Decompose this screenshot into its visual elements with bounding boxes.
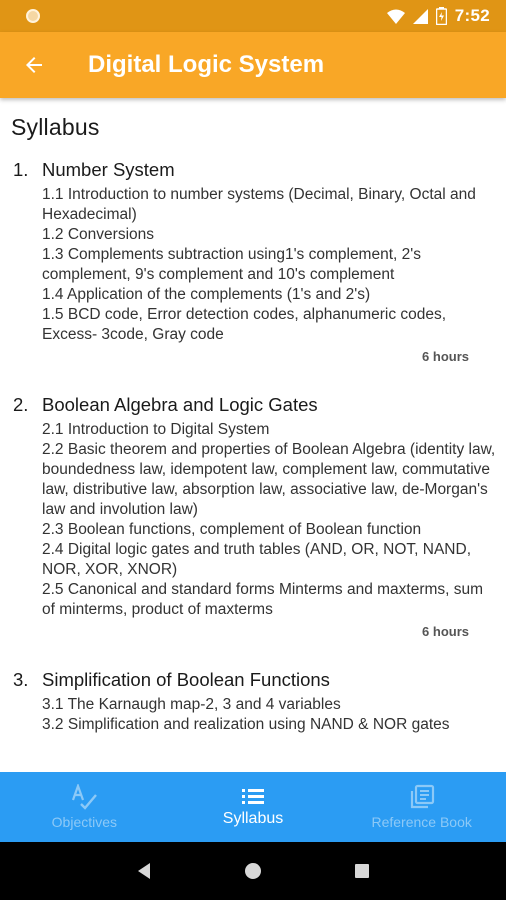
unit-number: 1.: [13, 159, 29, 180]
unit-1: [11, 157, 496, 364]
library-books-icon: [409, 784, 435, 810]
topic-item: 3.1 The Karnaugh map-2, 3 and 4 variables: [42, 696, 341, 713]
unit-number: 2.: [13, 394, 29, 415]
topic-item: 1.4 Application of the complements (1's and 2's): [42, 286, 371, 303]
topic-item: 3.2 Simplification and realization using NAND & NOR gates: [42, 716, 450, 733]
unit-title: Boolean Algebra and Logic Gates: [42, 394, 318, 415]
bottom-navigation: [0, 772, 506, 842]
topic-item: 1.1 Introduction to number systems (Decimal, Binary, Octal and Hexadecimal): [42, 186, 476, 223]
back-triangle-icon: [136, 862, 152, 880]
topic-item: 2.1 Introduction to Digital System: [42, 421, 270, 438]
unit-hours: 6 hours: [422, 624, 469, 639]
nav-reference-book[interactable]: [337, 772, 506, 842]
system-back-button[interactable]: [124, 851, 164, 891]
page-title: Syllabus: [11, 114, 100, 140]
topic-item: 2.3 Boolean functions, complement of Boolean function: [42, 521, 422, 538]
nav-label: Syllabus: [222, 810, 284, 827]
topic-item: 2.2 Basic theorem and properties of Boolean Algebra (identity law, boundedness law, idempotent law, complement law, commutative law, distributive law, absorption law, associative law, de-Morgan's law and involution law): [42, 441, 496, 518]
syllabus-content[interactable]: [0, 98, 506, 743]
home-circle-icon: [243, 861, 263, 881]
nav-syllabus[interactable]: [169, 772, 338, 842]
unit-heading: [11, 392, 496, 418]
system-navigation-bar: [0, 842, 506, 900]
unit-hours: 6 hours: [422, 349, 469, 364]
unit-heading: [11, 667, 496, 693]
spellcheck-icon: [70, 784, 98, 810]
app-bar: [0, 32, 506, 98]
topic-item: 1.5 BCD code, Error detection codes, alphanumeric codes, Excess- 3code, Gray code: [42, 306, 447, 343]
topic-item: 1.3 Complements subtraction using1's complement, 2's complement, 9's complement and 10's complement: [42, 246, 421, 283]
notification-dot-icon: [26, 9, 40, 23]
topic-list: [11, 420, 496, 620]
arrow-back-icon: [22, 53, 46, 77]
signal-icon: [413, 9, 428, 24]
topic-item: 2.4 Digital logic gates and truth tables (AND, OR, NOT, NAND, NOR, XOR, XNOR): [42, 541, 471, 578]
topic-list: [11, 185, 496, 345]
back-button[interactable]: [0, 32, 68, 98]
topic-item: 2.5 Canonical and standard forms Minterms and maxterms, sum of minterms, product of maxterms: [42, 581, 484, 618]
topic-item: 1.2 Conversions: [42, 226, 155, 243]
topic-list: [11, 695, 496, 735]
status-bar: [0, 0, 506, 32]
list-icon: [240, 786, 266, 806]
unit-3: [11, 667, 496, 735]
unit-heading: [11, 157, 496, 183]
system-home-button[interactable]: [233, 851, 273, 891]
unit-number: 3.: [13, 669, 29, 690]
system-recents-button[interactable]: [342, 851, 382, 891]
app-title: Digital Logic System: [88, 51, 325, 78]
nav-objectives[interactable]: [0, 772, 169, 842]
status-icons: [387, 6, 490, 26]
wifi-icon: [387, 9, 405, 24]
status-time: 7:52: [454, 6, 490, 25]
nav-label: Objectives: [51, 814, 118, 830]
nav-label: Reference Book: [371, 814, 472, 830]
recents-square-icon: [353, 862, 371, 880]
battery-icon: [436, 7, 447, 25]
unit-2: [11, 392, 496, 639]
unit-title: Simplification of Boolean Functions: [42, 669, 330, 690]
unit-title: Number System: [42, 159, 175, 180]
